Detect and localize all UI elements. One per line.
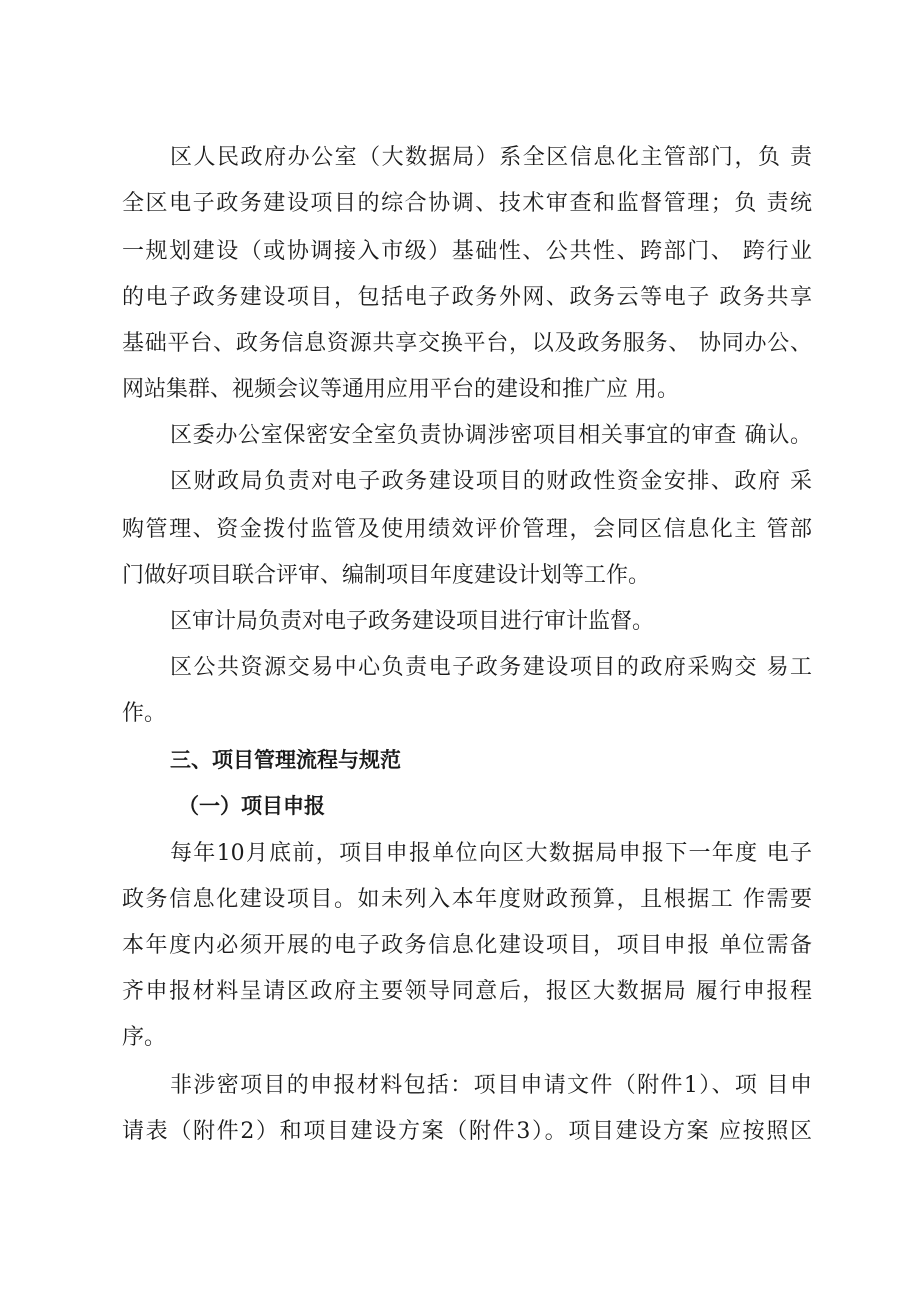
text-line: 齐申报材料呈请区政府主要领导同意后，报区大数据局 履行申报程 [122, 979, 812, 1004]
text-line: 基础平台、政务信息资源共享交换平台，以及政务服务、 协同办公、 [122, 331, 812, 356]
text-line: 区财政局负责对电子政务建设项目的财政性资金安排、政府 采 [170, 469, 812, 494]
text-line: 全区电子政务建设项目的综合协调、技术审查和监督管理；负 责统 [122, 191, 812, 216]
subsection-heading: （一）项目申报 [178, 794, 325, 818]
text-line: 一规划建设（或协调接入市级）基础性、公共性、跨部门、 跨行业 [122, 239, 812, 264]
text-line: 作。 [122, 701, 167, 726]
text-line: 购管理、资金拨付监管及使用绩效评价管理，会同区信息化主 管部 [122, 517, 812, 542]
text-line: 区审计局负责对电子政务建设项目进行审计监督。 [170, 609, 655, 634]
text-line: 请表（附件2）和项目建设方案（附件3）。项目建设方案 应按照区 [122, 1119, 812, 1144]
text-line: 政务信息化建设项目。如未列入本年度财政预算，且根据工 作需要 [122, 887, 812, 912]
text-line: 区委办公室保密安全室负责协调涉密项目相关事宜的审查 确认。 [170, 423, 812, 448]
text-line: 网站集群、视频会议等通用应用平台的建设和推广应 用。 [122, 377, 679, 402]
text-line: 区公共资源交易中心负责电子政务建设项目的政府采购交 易工 [170, 655, 812, 680]
text-line: 的电子政务建设项目，包括电子政务外网、政务云等电子 政务共享 [122, 285, 812, 310]
text-line: 序。 [122, 1025, 167, 1050]
section-heading: 三、项目管理流程与规范 [170, 748, 401, 772]
text-line: 本年度内必须开展的电子政务信息化建设项目，项目申报 单位需备 [122, 933, 812, 958]
text-line: 门做好项目联合评审、编制项目年度建设计划等工作。 [122, 563, 651, 588]
text-line: 非涉密项目的申报材料包括：项目申请文件（附件1）、项 目申 [170, 1073, 812, 1098]
text-line: 区人民政府办公室（大数据局）系全区信息化主管部门，负 责 [170, 145, 812, 170]
text-line: 每年10月底前，项目申报单位向区大数据局申报下一年度 电子 [170, 841, 812, 866]
